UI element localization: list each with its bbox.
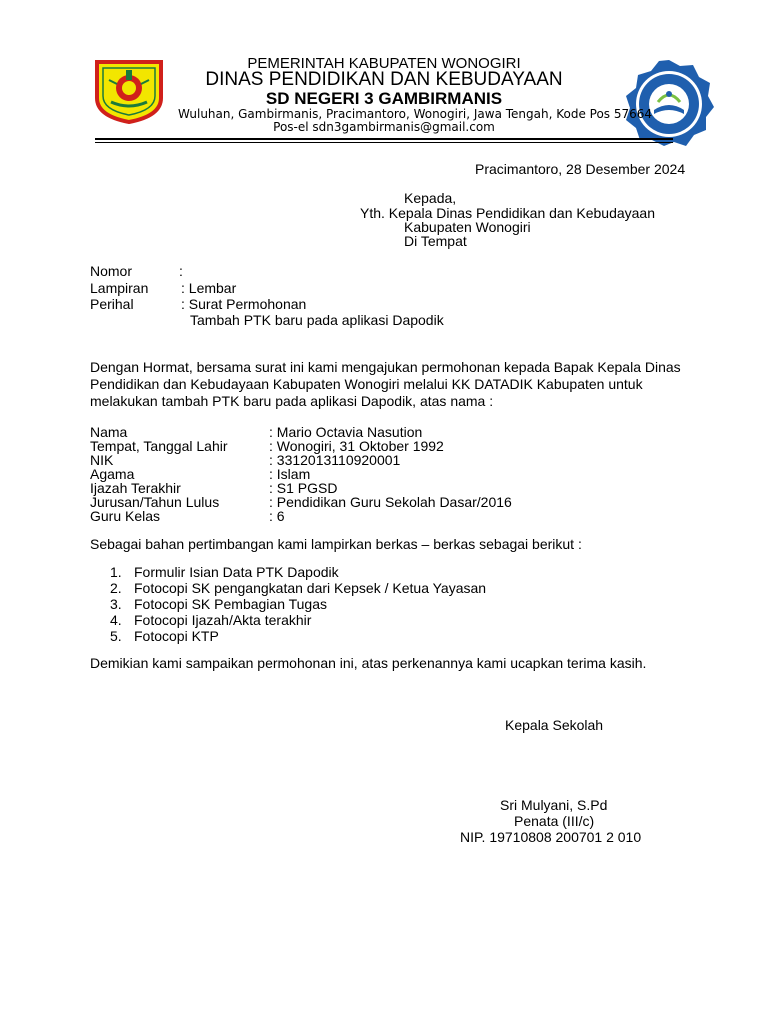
perihal-label: Perihal (90, 296, 134, 312)
letter-date: Pracimantoro, 28 Desember 2024 (475, 161, 686, 177)
identity-label: Jurusan/Tahun Lulus (90, 494, 220, 510)
identity-label: NIK (90, 452, 114, 468)
attachment-number: 4. (110, 612, 122, 628)
perihal-value-line2: Tambah PTK baru pada aplikasi Dapodik (190, 312, 444, 328)
identity-label: Nama (90, 424, 128, 440)
signatory-rank: Penata (III/c) (514, 813, 595, 829)
identity-value: : Pendidikan Guru Sekolah Dasar/2016 (269, 494, 512, 510)
attachment-text: Fotocopi SK pengangkatan dari Kepsek / Ketua Yayasan (134, 580, 487, 596)
identity-label: Tempat, Tanggal Lahir (90, 438, 228, 454)
attachment-number: 1. (110, 564, 122, 580)
identity-label: Agama (90, 466, 135, 482)
recipient-yth: Yth. Kepala Dinas Pendidikan dan Kebudayaan (360, 205, 655, 221)
attachment-text: Fotocopi KTP (134, 628, 219, 644)
attachment-item (110, 580, 486, 596)
attachment-item (110, 628, 219, 644)
closing-paragraph: Demikian kami sampaikan permohonan ini, atas perkenannya kami ucapkan terima kasih. (90, 655, 647, 671)
perihal-value: : Surat Permohonan (181, 296, 307, 312)
recipient-tempat: Di Tempat (404, 233, 467, 249)
department-line: DINAS PENDIDIKAN DAN KEBUDAYAAN (205, 69, 563, 90)
header-rule-thin (95, 142, 673, 143)
nomor-value: : (179, 263, 183, 279)
recipient-kepada: Kepada, (404, 190, 457, 206)
signature-title: Kepala Sekolah (505, 717, 604, 733)
government-line: PEMERINTAH KABUPATEN WONOGIRI (247, 55, 521, 72)
attachment-item (110, 596, 327, 612)
attachment-number: 5. (110, 628, 122, 644)
attachment-number: 2. (110, 580, 122, 596)
lampiran-label: Lampiran (90, 280, 149, 296)
recipient-kabupaten: Kabupaten Wonogiri (404, 219, 531, 235)
school-email: Pos-el sdn3gambirmanis@gmail.com (273, 120, 495, 134)
header-rule-thick (95, 138, 673, 140)
identity-label: Guru Kelas (90, 508, 161, 524)
opening-paragraph: Dengan Hormat, bersama surat ini kami mengajukan permohonan kepada Bapak Kepala Dinas Pendidikan dan Kebudayaan Kabupaten Wonogiri melalui KK DATADIK Kabupaten untuk melakukan tambah PTK baru pada aplikasi Dapodik, atas nama : (90, 359, 681, 409)
identity-value: : Mario Octavia Nasution (269, 424, 423, 440)
identity-value: : S1 PGSD (269, 480, 338, 496)
attachment-text: Fotocopi Ijazah/Akta terakhir (134, 612, 312, 628)
attachment-item (110, 612, 311, 628)
attachment-text: Fotocopi SK Pembagian Tugas (134, 596, 328, 612)
identity-value: : Wonogiri, 31 Oktober 1992 (269, 438, 444, 454)
school-address: Wuluhan, Gambirmanis, Pracimantoro, Wonogiri, Jawa Tengah, Kode Pos 57664 (177, 107, 653, 121)
nomor-label: Nomor (90, 263, 133, 279)
attachment-item (110, 564, 339, 580)
lampiran-value: : Lembar (181, 280, 237, 296)
identity-value: : 6 (269, 508, 285, 524)
identity-value: : Islam (269, 466, 311, 482)
identity-value: : 3312013110920001 (269, 452, 401, 468)
attachments-intro: Sebagai bahan pertimbangan kami lampirkan berkas – berkas sebagai berikut : (90, 536, 582, 552)
school-name: SD NEGERI 3 GAMBIRMANIS (265, 89, 503, 108)
attachment-number: 3. (110, 596, 122, 612)
signatory-nip: NIP. 19710808 200701 2 010 (460, 829, 642, 845)
signatory-name: Sri Mulyani, S.Pd (500, 797, 608, 813)
identity-label: Ijazah Terakhir (90, 480, 181, 496)
attachment-text: Formulir Isian Data PTK Dapodik (134, 564, 339, 580)
